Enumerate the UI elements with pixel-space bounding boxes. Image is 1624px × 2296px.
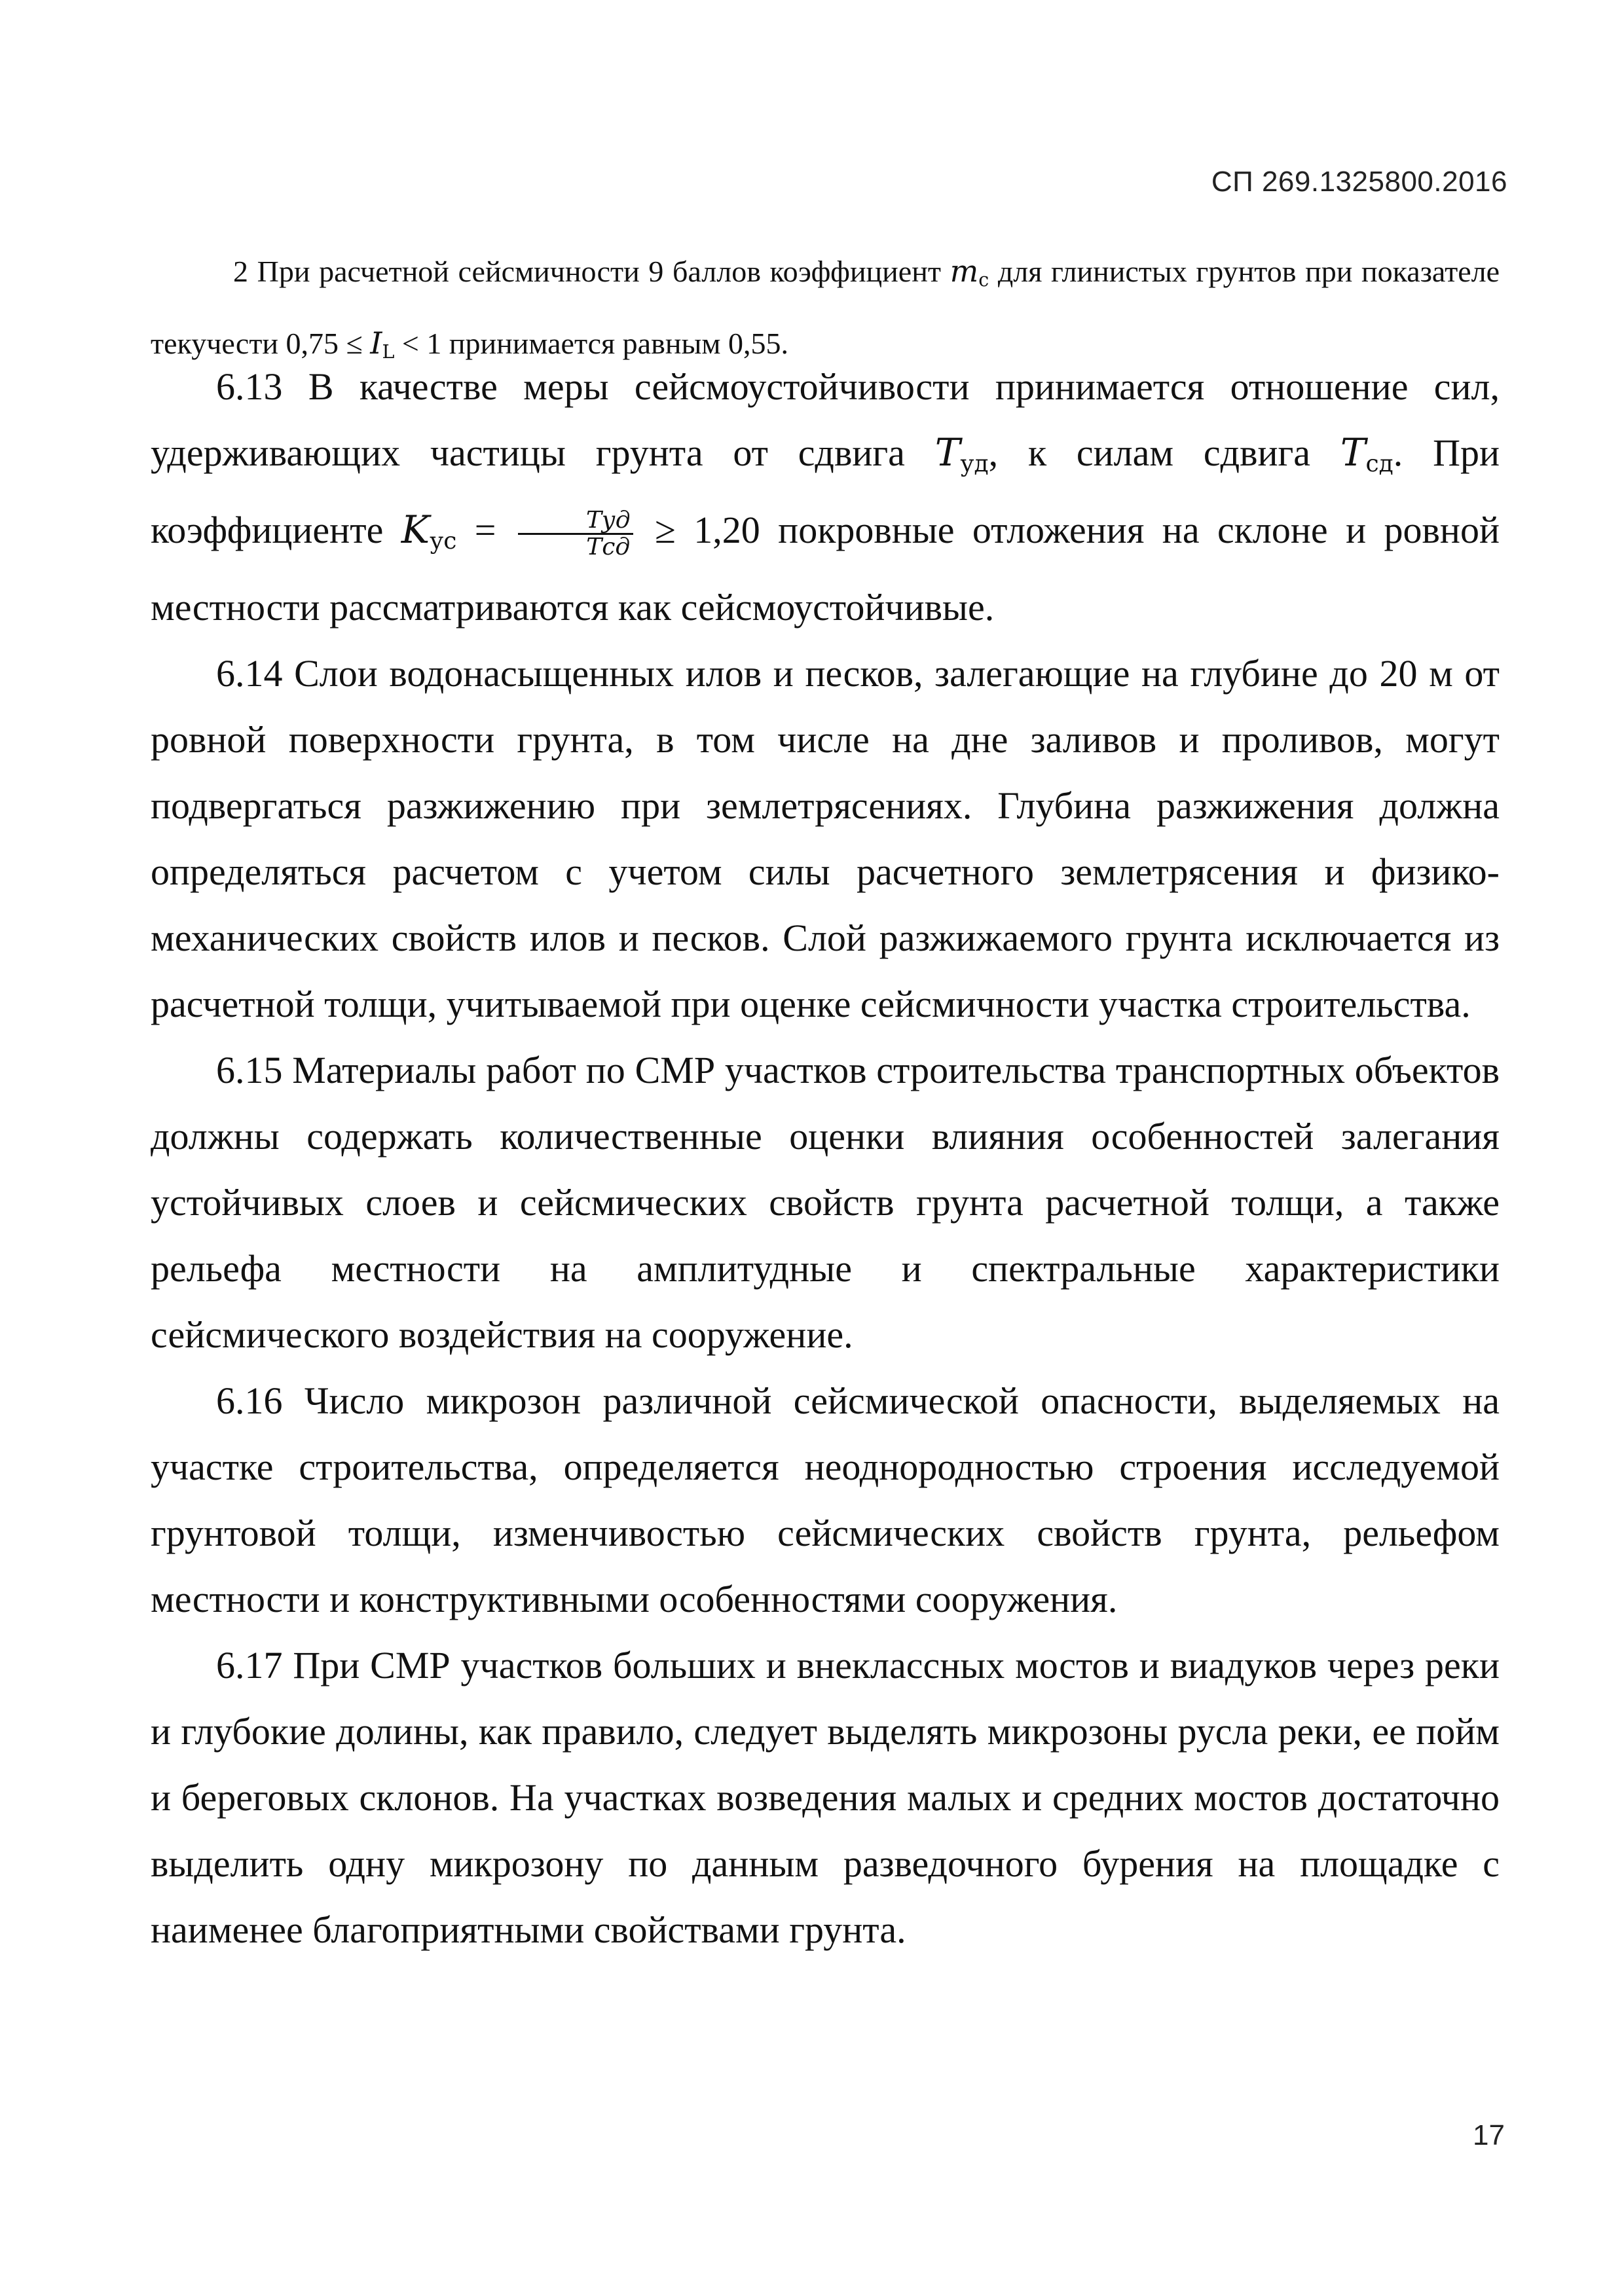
section-6-15: 6.15 Материалы работ по СМР участков строительства транспортных объектов должны содержать количественные оценки влияния особенностей залегания устойчивых слоев и сейсмических свойств грунта расчетной толщи, а также рельефа местности на амплитудные и спектральные характеристики сейсмического воздействия на сооружение.	[151, 1048, 1500, 1356]
symbol-t-ud: T	[934, 430, 961, 475]
s613-text-3: . При коэффициенте	[151, 431, 1500, 551]
document-body	[151, 354, 1500, 1963]
subscript-sd: сд	[1365, 450, 1393, 477]
subscript-ud: уд	[960, 450, 989, 477]
section-6-17: 6.17 При СМР участков больших и внеклассных мостов и виадуков через реки и глубокие долины, как правило, следует выделять микрозоны русла реки, ее пойм и береговых склонов. На участках возведения малых и средних мостов достаточно выделить одну микрозону по данным разведочного бурения на площадке с наименее благоприятными свойствами грунта.	[151, 1643, 1500, 1951]
note-text-1: 2 При расчетной сейсмичности 9 баллов коэффициент	[233, 255, 950, 288]
section-6-13	[151, 354, 1500, 640]
force-t-ud	[935, 430, 989, 475]
coefficient-mc	[950, 253, 989, 289]
equals-sign: =	[456, 508, 514, 551]
symbol-k: K	[401, 507, 430, 552]
symbol-m: m	[950, 253, 979, 289]
symbol-i: I	[370, 325, 382, 361]
force-t-sd	[1340, 430, 1393, 475]
section-6-16: 6.16 Число микрозон различной сейсмической опасности, выделяемых на участке строительства, определяется неоднородностью строения исследуемой грунтовой толщи, изменчивостью сейсмических свойств грунта, рельефом местности и конструктивными особенностями сооружения.	[151, 1379, 1500, 1620]
coefficient-k-us	[401, 507, 457, 555]
s613-text-2: , к силам сдвига	[988, 431, 1340, 474]
fraction	[518, 508, 633, 560]
fraction-denominator: Tсд	[586, 534, 631, 561]
s613-text-4: ≥ 1,20 покровные отложения на склоне и ровной местности рассматриваются как сейсмоустойчивые.	[151, 508, 1500, 629]
section-6-14: 6.14 Слои водонасыщенных илов и песков, залегающие на глубине до 20 м от ровной поверхности грунта, в том числе на дне заливов и проливов, могут подвергаться разжижению при землетрясениях. Глубина разжижения должна определяться расчетом с учетом силы расчетного землетрясения и физико-механических свойств илов и песков. Слой разжижаемого грунта исключается из расчетной толщи, учитываемой при оценке сейсмичности участка строительства.	[151, 651, 1500, 1025]
page-number: 17	[1473, 2119, 1505, 2151]
s613-text-1: 6.13 В качестве меры сейсмоустойчивости принимается отношение сил, удерживающих частицы грунта от сдвига	[151, 365, 1500, 474]
note-text-2: для глинистых грунтов при показателе текучести 0,75 ≤	[151, 255, 1500, 361]
subscript-c: c	[978, 269, 989, 291]
document-code: СП 269.1325800.2016	[1211, 166, 1507, 198]
note-text-3: < 1 принимается равным 0,55.	[394, 327, 788, 361]
subscript-l: L	[382, 341, 395, 363]
subscript-us: ус	[430, 527, 457, 555]
fraction-numerator: Tуд	[518, 508, 633, 535]
symbol-t-sd: T	[1340, 430, 1366, 475]
